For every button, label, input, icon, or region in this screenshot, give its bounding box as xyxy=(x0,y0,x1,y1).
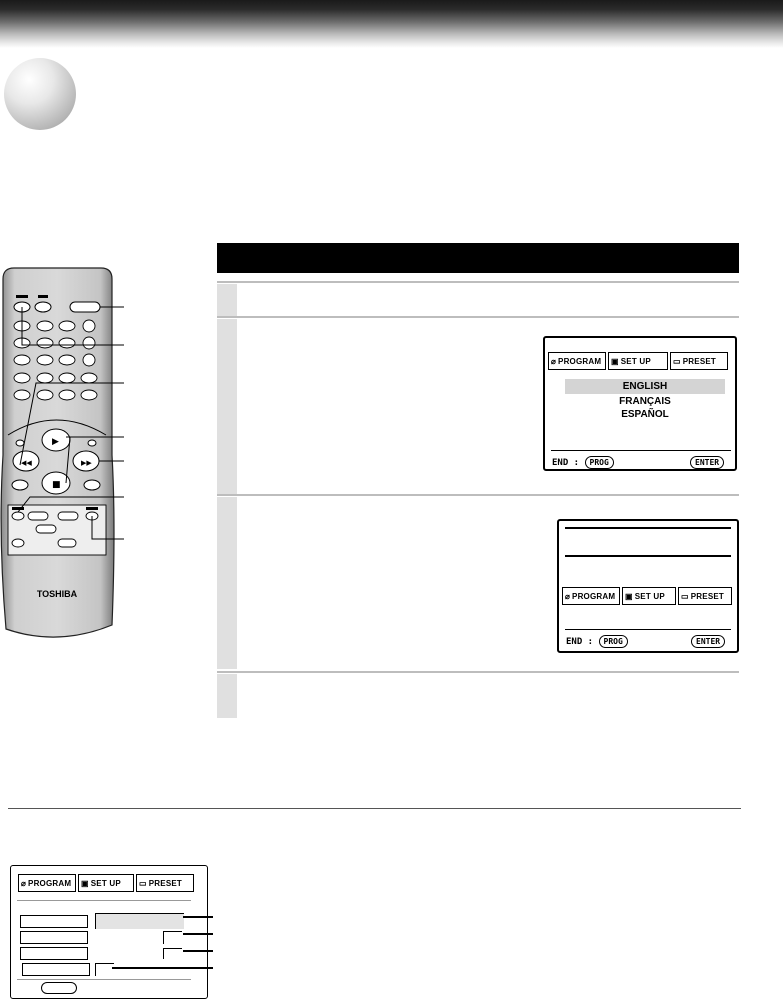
step-3-number xyxy=(217,497,237,669)
language-option-francais[interactable]: FRANÇAIS xyxy=(619,396,671,407)
osd-footer-rule xyxy=(551,450,731,451)
end-label: END : xyxy=(566,637,594,647)
tab-program[interactable] xyxy=(562,587,620,605)
tab-label: SET UP xyxy=(90,878,121,888)
osd-title-rule xyxy=(565,555,731,557)
field-value-box[interactable] xyxy=(163,931,182,944)
field-label-box xyxy=(20,947,88,960)
tab-label: PROGRAM xyxy=(572,591,616,601)
osd-footer-right xyxy=(690,456,724,469)
callout-line xyxy=(112,967,213,969)
field-label-box xyxy=(22,963,90,976)
osd-menu-screen xyxy=(557,519,739,653)
prog-button[interactable]: PROG xyxy=(599,635,628,648)
tab-program[interactable] xyxy=(548,352,606,370)
callout-line xyxy=(183,950,213,952)
tab-label: PROGRAM xyxy=(28,878,72,888)
tab-label: PRESET xyxy=(682,356,716,366)
step-2-number xyxy=(217,319,237,494)
step-divider xyxy=(217,316,739,318)
osd-footer-rule xyxy=(565,629,731,630)
tab-setup[interactable] xyxy=(608,352,668,370)
end-label: END : xyxy=(552,458,580,468)
header-banner xyxy=(0,0,783,48)
tab-setup[interactable] xyxy=(622,587,676,605)
tab-label: PRESET xyxy=(690,591,724,601)
tv-icon: ▭ xyxy=(673,356,681,366)
field-value-box[interactable] xyxy=(163,948,182,959)
osd-footer-right xyxy=(691,635,725,648)
tv-icon: ▭ xyxy=(139,878,147,888)
callout-line xyxy=(183,933,213,935)
film-icon: ▣ xyxy=(81,878,89,888)
tab-preset[interactable] xyxy=(678,587,732,605)
osd-program-diagram xyxy=(10,865,208,999)
tab-program[interactable] xyxy=(18,874,76,892)
remote-control xyxy=(0,265,116,643)
svg-text:■: ■ xyxy=(52,480,61,490)
osd-rule xyxy=(17,979,191,980)
step-divider xyxy=(217,281,739,283)
osd-title-rule xyxy=(565,527,731,529)
remote-brand: TOSHIBA xyxy=(36,589,78,599)
clock-icon: ⌀ xyxy=(551,356,557,366)
tab-setup[interactable] xyxy=(78,874,134,892)
section-disc-icon xyxy=(4,58,76,130)
tab-preset[interactable] xyxy=(670,352,728,370)
steps-header-bar xyxy=(217,243,739,273)
svg-text:▶▶: ▶▶ xyxy=(81,459,92,467)
svg-text:▶: ▶ xyxy=(52,437,59,447)
field-label-box xyxy=(20,931,88,944)
tab-label: PROGRAM xyxy=(558,356,602,366)
enter-button[interactable]: ENTER xyxy=(691,635,725,648)
osd-footer xyxy=(566,635,628,648)
clock-icon: ⌀ xyxy=(21,878,27,888)
film-icon: ▣ xyxy=(625,591,633,601)
tab-label: SET UP xyxy=(620,356,651,366)
section-divider xyxy=(8,808,741,809)
callout-line xyxy=(183,916,213,918)
step-divider xyxy=(217,494,739,496)
field-value-box[interactable] xyxy=(95,963,114,976)
field-value-highlight[interactable] xyxy=(95,913,184,929)
osd-language-screen xyxy=(543,336,737,471)
step-divider xyxy=(217,671,739,673)
svg-text:◀◀: ◀◀ xyxy=(21,459,32,467)
enter-button[interactable]: ENTER xyxy=(690,456,724,469)
osd-rule xyxy=(17,900,191,901)
tv-icon: ▭ xyxy=(681,591,689,601)
tab-preset[interactable] xyxy=(136,874,194,892)
clock-icon: ⌀ xyxy=(565,591,571,601)
field-label-box xyxy=(20,915,88,928)
prog-button[interactable]: PROG xyxy=(585,456,614,469)
film-icon: ▣ xyxy=(611,356,619,366)
language-option-espanol[interactable]: ESPAÑOL xyxy=(621,409,669,420)
language-option-english[interactable]: ENGLISH xyxy=(622,381,668,392)
tab-label: PRESET xyxy=(148,878,182,888)
osd-footer xyxy=(552,456,614,469)
step-4-number xyxy=(217,674,237,718)
osd-button-pill[interactable] xyxy=(41,982,77,994)
step-1-number xyxy=(217,284,237,316)
remote-control-drawing xyxy=(0,265,130,645)
tab-label: SET UP xyxy=(634,591,665,601)
